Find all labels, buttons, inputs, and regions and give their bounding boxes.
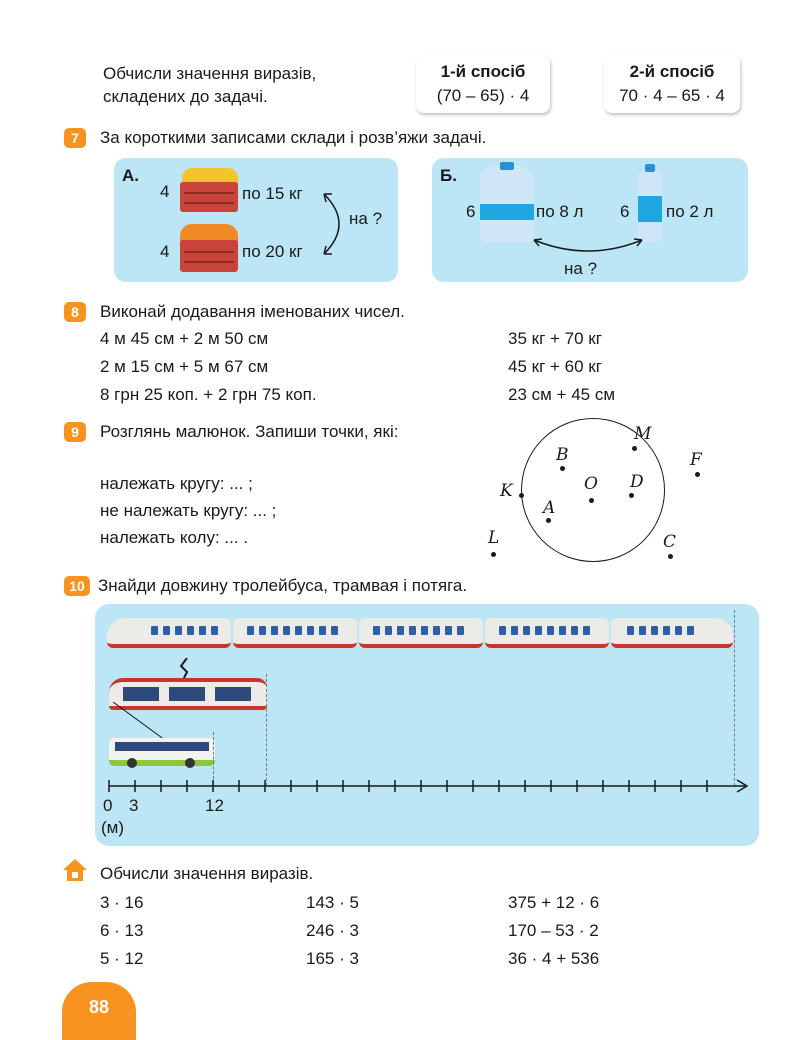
panel-a-row1-count: 4 <box>160 182 170 201</box>
number-line <box>105 776 753 796</box>
home-col3-1: 375 + 12 · 6 <box>508 893 600 912</box>
task-9-line-3: належать колу: ... . <box>100 528 249 547</box>
task-8-right-3: 23 см + 45 см <box>508 385 616 404</box>
task-7-badge: 7 <box>64 128 86 148</box>
small-bottle-icon <box>638 170 662 242</box>
tram-pantograph-icon <box>177 658 193 680</box>
panel-a-row2-text: по 20 кг <box>242 242 303 261</box>
intro-line1: Обчисли значення виразів, <box>103 64 317 83</box>
method-1-title: 1-й спосіб <box>440 62 526 81</box>
task-8-left-2: 2 м 15 см + 5 м 67 см <box>100 357 269 376</box>
task-8-left-3: 8 грн 25 коп. + 2 грн 75 коп. <box>100 385 317 404</box>
home-col3-3: 36 · 4 + 536 <box>508 949 600 968</box>
axis-label-12: 12 <box>205 796 224 815</box>
method-2-box <box>604 55 740 113</box>
guide-line-tram <box>266 674 267 786</box>
task-10-text: Знайди довжину тролейбуса, трамвая і потяга. <box>98 576 468 595</box>
label-c: C <box>663 532 677 552</box>
panel-b-right-text: по 2 л <box>666 202 714 221</box>
train-icon <box>107 616 733 650</box>
trolleybus-pole-icon <box>109 702 169 742</box>
label-a: A <box>543 498 556 518</box>
intro-line2: складених до задачі. <box>103 87 268 106</box>
home-col2-3: 165 · 3 <box>306 949 359 968</box>
task-8-right-1: 35 кг + 70 кг <box>508 329 602 348</box>
point-o <box>589 498 594 503</box>
home-col3-2: 170 – 53 · 2 <box>508 921 599 940</box>
panel-a-question: на ? <box>349 209 383 228</box>
home-col1-2: 6 · 13 <box>100 921 144 940</box>
method-1-expr: (70 – 65) · 4 <box>436 86 530 105</box>
guide-line-train <box>734 610 735 786</box>
panel-a-label: А. <box>122 166 139 185</box>
panel-b-question: на ? <box>564 259 598 278</box>
task-9-line-2: не належать кругу: ... ; <box>100 501 277 520</box>
panel-b-label: Б. <box>440 166 457 185</box>
task-8-left-1: 4 м 45 см + 2 м 50 см <box>100 329 269 348</box>
point-c <box>668 554 673 559</box>
home-icon <box>62 858 88 882</box>
home-col1-1: 3 · 16 <box>100 893 144 912</box>
task-9-badge: 9 <box>64 422 86 442</box>
home-text: Обчисли значення виразів. <box>100 864 314 883</box>
axis-label-0: 0 <box>103 796 113 815</box>
task-9-line-1: належать кругу: ... ; <box>100 474 253 493</box>
label-l: L <box>488 528 500 548</box>
crate-oranges-icon <box>180 240 238 272</box>
label-f: F <box>690 450 702 470</box>
panel-a-row2-count: 4 <box>160 242 170 261</box>
panel-b-left-count: 6 <box>466 202 476 221</box>
task-10-panel <box>95 604 759 846</box>
home-col2-1: 143 · 5 <box>306 893 359 912</box>
big-bottle-icon <box>480 166 534 242</box>
panel-a-row1-text: по 15 кг <box>242 184 303 203</box>
point-f <box>695 472 700 477</box>
point-l <box>491 552 496 557</box>
axis-label-3: 3 <box>129 796 139 815</box>
home-col1-3: 5 · 12 <box>100 949 144 968</box>
home-col2-2: 246 · 3 <box>306 921 359 940</box>
method-2-title: 2-й спосіб <box>629 62 715 81</box>
task-7-panel-b <box>432 158 748 282</box>
panel-b-left-text: по 8 л <box>536 202 584 221</box>
point-k <box>519 493 524 498</box>
axis-unit: (м) <box>101 818 125 837</box>
page-number: 88 <box>62 982 136 1040</box>
crate-bananas-icon <box>180 182 238 212</box>
point-b <box>560 466 565 471</box>
label-k: K <box>500 481 513 501</box>
label-m: M <box>634 424 652 444</box>
task-8-right-2: 45 кг + 60 кг <box>508 357 602 376</box>
method-1-box <box>416 55 550 113</box>
task-10-badge: 10 <box>64 576 90 596</box>
task-7-panel-a <box>114 158 398 282</box>
point-a <box>546 518 551 523</box>
point-m <box>632 446 637 451</box>
panel-b-right-count: 6 <box>620 202 630 221</box>
point-d <box>629 493 634 498</box>
label-o: O <box>584 474 598 494</box>
task-8-text: Виконай додавання іменованих чисел. <box>100 302 405 321</box>
task-8-badge: 8 <box>64 302 86 322</box>
label-d: D <box>630 472 644 492</box>
label-b: B <box>556 445 569 465</box>
task-9-text: Розглянь малюнок. Запиши точки, які: <box>100 422 399 441</box>
method-2-expr: 70 · 4 – 65 · 4 <box>619 86 725 105</box>
task-7-text: За короткими записами склади і розв’яжи задачі. <box>100 128 487 147</box>
trolleybus-icon <box>109 738 215 766</box>
